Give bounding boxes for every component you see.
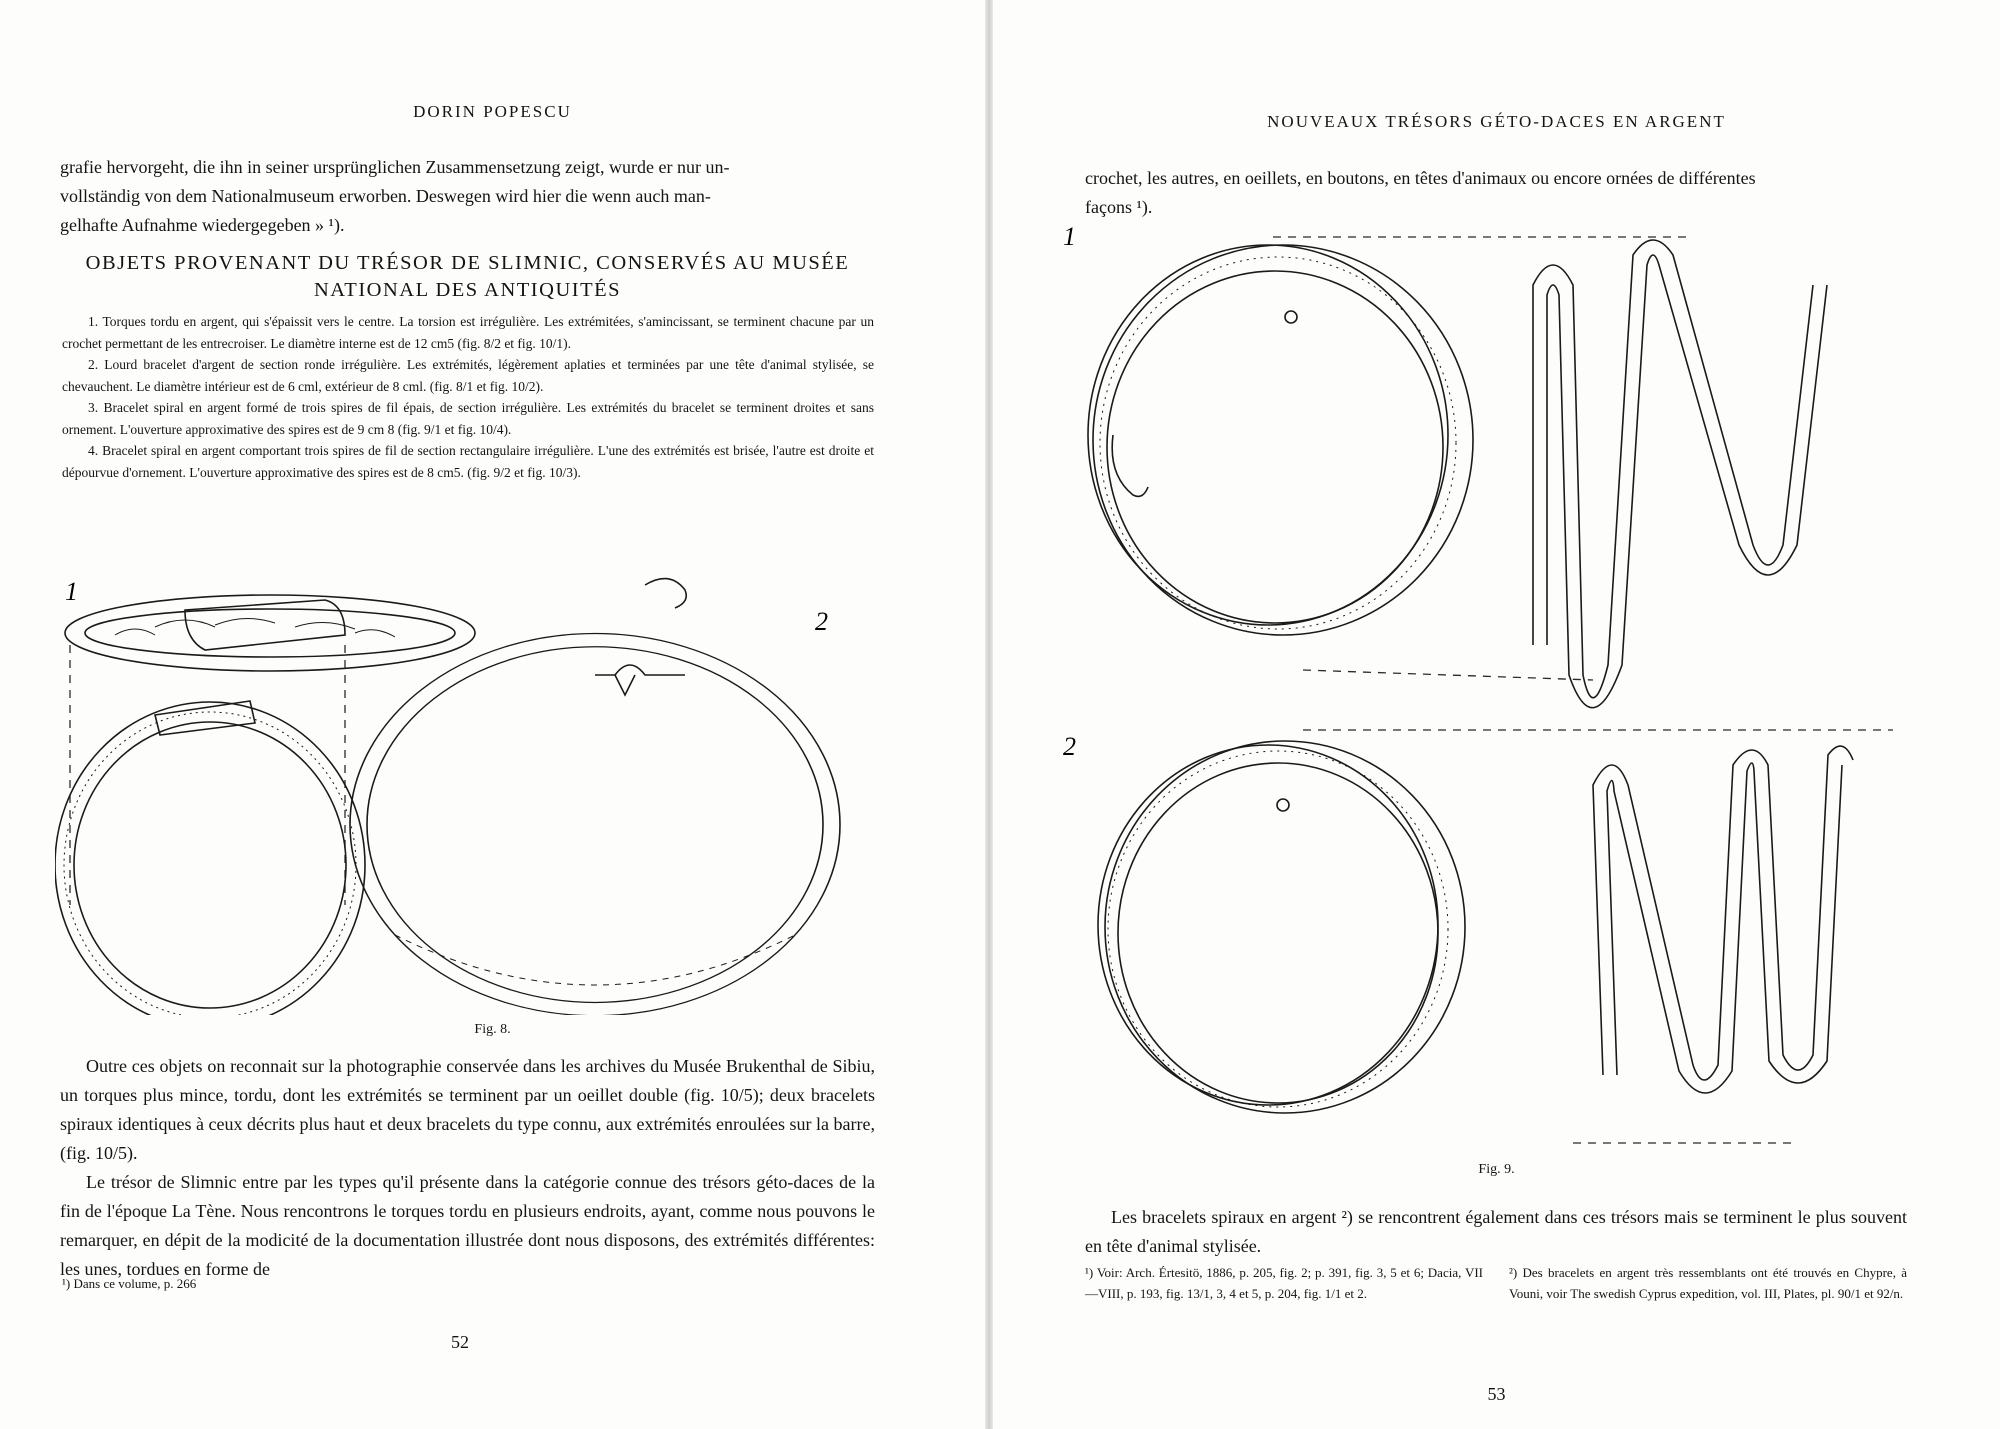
paragraph: Outre ces objets on reconnait sur la photographie conservée dans les archives du Musée Brukenthal de Sibiu, un torques plus mince, tordu, dont les extrémités se terminent par un oeillet double (fig. 10/5); deux bracelets spiraux identiques à ceux décrits plus haut et deux bracelets du type connu, aux extrémités enroulées sur la barre, (fig. 10/5).: [60, 1056, 875, 1163]
running-head: NOUVEAUX TRÉSORS GÉTO-DACES EN ARGENT: [1267, 112, 1726, 131]
bracelet-top-view: [65, 595, 475, 671]
figure-9: [1053, 225, 1953, 1155]
intro-text: [60, 153, 875, 240]
intro-line: crochet, les autres, en oeillets, en boutons, en têtes d'animaux ou encore ornées de différentes: [1085, 168, 1756, 188]
right-page: [993, 0, 2000, 1429]
section-title-line: OBJETS PROVENANT DU TRÉSOR DE SLIMNIC, CONSERVÉS AU MUSÉE: [85, 252, 850, 274]
book-gutter: [985, 0, 993, 1429]
section-title: [60, 250, 875, 304]
item-list: [62, 311, 874, 483]
page-number: 52: [451, 1332, 469, 1352]
intro-line: vollständig von dem Nationalmuseum erworben. Deswegen wird hier die wenn auch man-: [60, 186, 711, 206]
paragraph: Le trésor de Slimnic entre par les types qu'il présente dans la catégorie connue des trésors géto-daces de la fin de l'époque La Tène. Nous rencontrons le torques tordu en plusieurs endroits, ayant, comme nous pouvons le remarquer, en dépit de la modicité de la documentation illustrée dont nous disposons, des extrémités différentes: les unes, tordues en forme de: [60, 1172, 875, 1279]
intro-line: façons ¹).: [1085, 197, 1153, 217]
list-item: 1. Torques tordu en argent, qui s'épaissit vers le centre. La torsion est irrégulière. Les extrémitées, s'amincissant, se terminent chacune par un crochet permettant de les entrecroiser. Le diamètre interne est de 12 cm5 (fig. 8/2 et fig. 10/1).: [62, 314, 874, 351]
intro-line: grafie hervorgeht, die ihn in seiner ursprünglichen Zusammensetzung zeigt, wurde er nur un-: [60, 157, 730, 177]
intro-text: [1085, 164, 1907, 222]
spiral-bracelet-1: [1088, 245, 1473, 635]
figure-label-1: 1: [1063, 225, 1076, 251]
body-paragraphs: [60, 1052, 875, 1284]
paragraph: Les bracelets spiraux en argent ²) se rencontrent également dans ces trésors mais se terminent le plus souvent en tête d'animal stylisée.: [1085, 1207, 1907, 1256]
footnote: ¹) Voir: Arch. Értesitö, 1886, p. 205, fig. 2; p. 391, fig. 3, 5 et 6; Dacia, VII—VIII, p. 193, fig. 13/1, 3, 4 et 5, p. 204, fig. 1/1 et 2.: [1085, 1265, 1483, 1301]
page-number: 53: [1487, 1384, 1506, 1404]
intro-line: gelhafte Aufnahme wiedergegeben » ¹).: [60, 215, 345, 235]
spiral-bracelet-2-profile: [1593, 746, 1853, 1093]
torques-drawing: [350, 579, 840, 1015]
figure-caption: Fig. 8.: [474, 1022, 511, 1037]
figure-label-2: 2: [1063, 732, 1076, 761]
spiral-bracelet-1-profile: [1533, 240, 1827, 708]
figure-8: [55, 575, 875, 1015]
running-head: DORIN POPESCU: [413, 102, 572, 121]
figure-caption: Fig. 9.: [1478, 1162, 1515, 1177]
list-item: 2. Lourd bracelet d'argent de section ronde irrégulière. Les extrémités, légèrement aplaties et terminées par une tête d'animal stylisée, se chevauchent. Le diamètre intérieur est de 6 cml, extérieur de 8 cml. (fig. 8/1 et fig. 10/2).: [62, 357, 874, 394]
list-item: 3. Bracelet spiral en argent formé de trois spires de fil épais, de section irrégulière. Les extrémités du bracelet se terminent droites et sans ornement. L'ouverture approximative des spires est de 9 cm 8 (fig. 9/1 et fig. 10/4).: [62, 400, 874, 437]
figure-label-2: 2: [815, 607, 828, 636]
list-item: 4. Bracelet spiral en argent comportant trois spires de fil de section rectangulaire irrégulière. L'une des extrémités est brisée, l'autre est droite et dépourvue d'ornement. L'ouverture approximative des spires est de 8 cm5. (fig. 9/2 et fig. 10/3).: [62, 443, 874, 480]
spiral-bracelet-2: [1098, 741, 1465, 1113]
bracelet-front-view: [55, 701, 365, 1015]
figure-label-1: 1: [65, 577, 78, 606]
footnote: ²) Des bracelets en argent très ressemblants ont été trouvés en Chypre, à Vouni, voir The swedish Cyprus expedition, vol. III, Plates, pl. 90/1 et 92/n.: [1509, 1265, 1907, 1301]
left-page: [0, 0, 985, 1429]
footnote: ¹) Dans ce volume, p. 266: [62, 1276, 197, 1291]
section-title-line: NATIONAL DES ANTIQUITÉS: [313, 279, 622, 301]
